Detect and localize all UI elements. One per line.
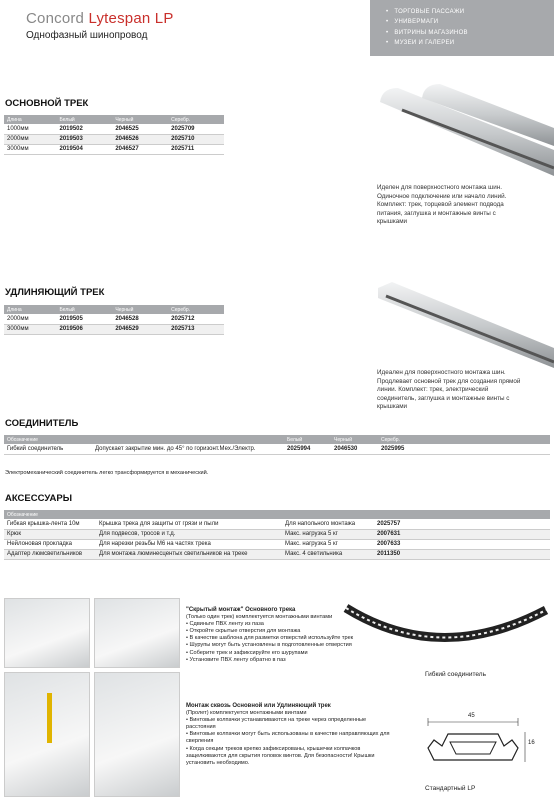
table-row: 1000мм 2019502 2046525 2025709	[4, 124, 224, 134]
profile-caption: Стандартный LP	[425, 785, 476, 792]
screwdriver-icon	[47, 693, 52, 743]
hidden-mount-note: "Скрытый монтаж" Основного трека (Только один трек) комплектуется монтажными винтами • Сдвиньте ПВХ ленту из паза • Откройте скрытые отверстия для монтажа • В качестве шаблона для разметки отверстий используйте трек • Шурупы могут быть установлены в подготовленные отверстия • Соберите трек и зафиксируйте его шурупами • Установите ПВХ ленту обратно в паз	[186, 607, 391, 664]
table-row: 2000мм 2019505 2046528 2025712	[4, 314, 224, 324]
mounting-photo-2	[94, 598, 180, 668]
brand-title: Concord Lytespan LP	[26, 10, 174, 27]
category-item: • ВИТРИНЫ МАГАЗИНОВ	[386, 28, 554, 38]
profile-width-label: 45	[468, 713, 475, 719]
table-row: Гибкая крышка-лента 10м Крышка трека для защиты от грязи и пыли Для напольного монтажа 2025757	[4, 519, 550, 529]
connector-footnote: Электромеханический соединитель легко трансформируется в механический.	[5, 470, 209, 476]
flex-connector-caption: Гибкий соединитель	[425, 671, 486, 678]
table-row: 3000мм 2019504 2046527 2025711	[4, 144, 224, 154]
connector-table: Обозначение Белый Черный Серебр. Гибкий соединитель Допускает закрытие мин. до 45° по горизонт.Мех./Электр. 2025994 2046530 2025995	[4, 435, 550, 455]
table-row: Нейлоновая прокладка Для нарезки резьбы М6 на частях трека Макс. нагрузка 5 кг 2007633	[4, 539, 550, 549]
extension-track-table: Длина Белый Черный Серебр. 2000мм 2019505 2046528 2025712 3000мм 2019506 2046529 2025713	[4, 305, 224, 335]
main-track-table: Длина Белый Черный Серебр. 1000мм 2019502 2046525 2025709 2000мм 2019503 2046526 2025710 3000мм 2019504 2046527 2025711	[4, 115, 224, 155]
table-row: Крюк Для подвесов, тросов и т.д. Макс. нагрузка 5 кг 2007631	[4, 529, 550, 539]
profile-height-label: 16	[528, 740, 535, 746]
through-mount-note: Монтаж сквозь Основной или Удлиняющий трек (Пролет) комплектуется монтажными винтами • Винтовые колпачки устанавливаются на треке через определенные расстояния • Винтовые колпачки могут быть использованы в качестве направляющих для сверления • Когда секции треков крепко зафиксированы, крышечки колпачков защелкиваются для скрытия головок винтов. Для безопасности! Крышки установить необходимо.	[186, 703, 391, 767]
profile-drawing	[420, 712, 535, 774]
main-track-description: Иделен для поверхностного монтажа шин. Одиночное подключение или начало линий. Комплект: трек, торцевой элемент подвода питания, заглушка и монтажные винты с крышками	[377, 184, 507, 226]
accessories-title: АКСЕССУАРЫ	[5, 493, 73, 504]
extension-track-image	[372, 276, 554, 372]
connector-title: СОЕДИНИТЕЛЬ	[5, 418, 79, 429]
table-row: Адаптер люмсветильников Для монтажа люминесцентых светильников на треке Макс. 4 светильника 2011350	[4, 549, 550, 559]
accessories-table: Обозначение Гибкая крышка-лента 10м Крышка трека для защиты от грязи и пыли Для напольного монтажа 2025757 Крюк Для подвесов, тросов и т.д. Макс. нагрузка 5 кг 2007631 Нейлоновая прокладка Для нарезки резьбы М6 на частях трека Макс. нагрузка 5 кг 2007633 Адаптер люмсветильников Для монтажа люминесцентых светильников на треке Макс. 4 светильника 2011350	[4, 510, 550, 560]
mounting-photo-4	[94, 672, 180, 797]
category-item: • МУЗЕИ И ГАЛЕРЕИ	[386, 38, 554, 48]
category-panel	[370, 0, 554, 56]
table-row: 2000мм 2019503 2046526 2025710	[4, 134, 224, 144]
main-track-image	[372, 80, 554, 180]
category-item: • ТОРГОВЫЕ ПАССАЖИ	[386, 7, 554, 17]
table-row: Гибкий соединитель Допускает закрытие мин. до 45° по горизонт.Мех./Электр. 2025994 2046530 2025995	[4, 444, 550, 454]
extension-track-title: УДЛИНЯЮЩИЙ ТРЕК	[5, 287, 105, 298]
page-subtitle: Однофазный шинопровод	[26, 30, 148, 41]
table-row: 3000мм 2019506 2046529 2025713	[4, 324, 224, 334]
extension-track-description: Идеален для поверхностного монтажа шин. Продлевает основной трек для создания прямой линии. Комплект: трек, электрический соединитель, заглушка и монтажные винты с крышками	[377, 369, 521, 411]
main-track-title: ОСНОВНОЙ ТРЕК	[5, 98, 89, 109]
flex-connector-image	[340, 596, 552, 666]
category-item: • УНИВЕРМАГИ	[386, 17, 554, 27]
mounting-photo-1	[4, 598, 90, 668]
mounting-photo-3	[4, 672, 90, 797]
